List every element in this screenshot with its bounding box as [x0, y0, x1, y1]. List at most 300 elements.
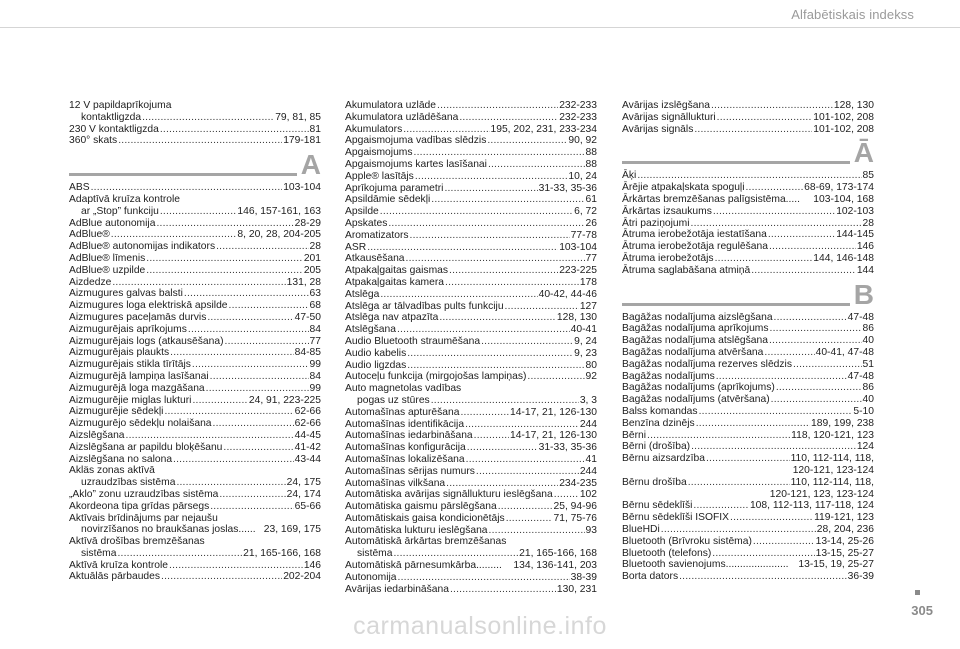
index-entry-pages: 47-48 [847, 311, 874, 323]
index-entry-pages: 68 [309, 300, 321, 312]
index-entry-term: ar „Stop” funkciju [81, 205, 159, 217]
index-entry [622, 441, 874, 453]
index-entry-pages: 14-17, 21, 126-130 [509, 430, 597, 442]
leader-dots [699, 406, 853, 418]
leader-dots [505, 301, 579, 313]
index-entry [69, 241, 321, 253]
leader-dots [554, 489, 579, 501]
index-entry [622, 218, 874, 230]
leader-dots [213, 418, 294, 430]
index-entry-pages: 102-103 [836, 205, 874, 217]
index-entry-pages: 79, 81, 85 [275, 111, 321, 123]
index-entry-pages: 5-10 [853, 405, 874, 417]
index-entry-pages: 178 [579, 276, 597, 288]
index-entry [345, 289, 597, 301]
leader-dots [445, 277, 579, 289]
leader-dots [716, 371, 847, 383]
index-entry-pages: 43-44 [294, 453, 321, 465]
index-entry-term: Aizmugures galvas balsti [69, 288, 183, 300]
leader-dots [414, 147, 585, 159]
index-entry-term: Bluetooth savienojums...................... [622, 559, 789, 571]
index-entry [69, 442, 321, 454]
index-entry [69, 135, 321, 147]
leader-dots [229, 300, 309, 312]
index-entry-term: Bagāžas nodalījuma rezerves slēdzis [622, 358, 792, 370]
leader-dots [223, 442, 293, 454]
index-entry-term: Aizmugurējais plaukts [69, 347, 170, 359]
leader-dots [527, 371, 584, 383]
index-entry-pages: 40 [862, 335, 874, 347]
index-entry [622, 359, 874, 371]
index-entry-term: Automātiskā ārkārtas bremzēšanas [345, 536, 507, 548]
index-entry [345, 395, 597, 407]
leader-dots [126, 430, 294, 442]
index-entry [345, 112, 597, 124]
index-entry-pages: 86 [862, 323, 874, 335]
index-entry-term: Atslēga ar tālvadības pults funkciju [345, 300, 504, 312]
leader-dots [398, 572, 570, 584]
index-entry [622, 253, 874, 265]
leader-dots [694, 124, 812, 136]
index-entry-pages: 146 [856, 241, 874, 253]
index-entry-pages: 13-14, 25-26 [815, 535, 874, 547]
index-entry-pages: 92 [585, 371, 597, 383]
index-entry-term: Avārijas signāls [622, 123, 694, 135]
index-entry [622, 418, 874, 430]
index-entry-term: Balss komandas [622, 405, 698, 417]
index-entry-term: Apsildāmie sēdekļi [345, 194, 431, 206]
index-entry-pages: 47-50 [294, 311, 321, 323]
header-title: Alfabētiskais indekss [791, 7, 914, 22]
index-entry-term: Apgaismojuma vadības slēdzis [345, 135, 487, 147]
leader-dots [746, 182, 804, 194]
leader-dots [769, 335, 862, 347]
index-entry [69, 465, 321, 477]
index-entry-pages: 108, 112-113, 117-118, 124 [749, 500, 874, 512]
index-entry-term: Automātiska gaismu pārslēgšana [345, 501, 497, 513]
index-entry-term: pogas uz stūres [357, 394, 430, 406]
index-entry [345, 584, 597, 596]
index-entry [622, 312, 874, 324]
index-entry-term: AdBlue® [69, 229, 110, 241]
index-entry-pages: 103-104 [283, 182, 321, 194]
leader-dots [679, 571, 847, 583]
index-entry-term: Aprīkojuma parametri [345, 182, 444, 194]
index-entry [69, 571, 321, 583]
index-entry-pages: 205 [303, 264, 321, 276]
index-entry-pages: 124 [856, 441, 874, 453]
leader-dots [446, 478, 558, 490]
leader-dots [161, 571, 282, 583]
leader-dots [184, 288, 309, 300]
leader-dots [467, 442, 538, 454]
leader-dots [156, 218, 293, 230]
index-entry [622, 100, 874, 112]
index-entry [345, 265, 597, 277]
index-entry-pages: 28 [309, 241, 321, 253]
index-entry-pages: 31-33, 35-36 [538, 182, 597, 194]
leader-dots [225, 336, 309, 348]
index-entry-pages: 28-29 [294, 217, 321, 229]
leader-dots [146, 265, 303, 277]
index-entry [345, 419, 597, 431]
index-entry-term: Avārijas iedarbināšana [345, 583, 449, 595]
index-entry-pages: 134, 136-141, 203 [513, 560, 597, 572]
index-entry-pages: 77 [309, 335, 321, 347]
leader-dots [431, 395, 579, 407]
leader-dots [661, 524, 816, 536]
index-entry-pages: 80 [585, 359, 597, 371]
index-entry-pages: 24, 91, 223-225 [248, 394, 321, 406]
index-entry-term: uzraudzības sistēma [81, 477, 176, 489]
index-entry-term: Atslēgšana [345, 324, 396, 336]
index-entry [622, 206, 874, 218]
index-entry [345, 442, 597, 454]
leader-dots [142, 112, 274, 124]
index-entry-pages: 3, 3 [579, 394, 597, 406]
index-entry [345, 218, 597, 230]
leader-dots [164, 406, 293, 418]
index-entry [345, 454, 597, 466]
leader-dots [460, 407, 508, 419]
index-entry [622, 241, 874, 253]
index-entry-continuation: 120-121, 123-124 [792, 464, 874, 476]
index-entry-term: Automašīnas apturēšana [345, 406, 460, 418]
index-entry-pages: 189, 199, 238 [811, 417, 874, 429]
index-entry-term: Akumulatora uzlāde [345, 100, 437, 111]
index-entry-pages: 31-33, 35-36 [538, 442, 597, 454]
index-entry-pages: 10, 24 [568, 170, 597, 182]
index-entry-pages: 93 [585, 524, 597, 536]
index-entry [69, 454, 321, 466]
leader-dots [717, 112, 813, 124]
index-entry-term: BlueHDi [622, 523, 660, 535]
index-entry [69, 336, 321, 348]
index-entry-term: Bluetooth (telefons) [622, 547, 712, 559]
index-entry-term: sistēma [81, 547, 117, 559]
index-entry [69, 560, 321, 572]
index-entry [345, 407, 597, 419]
index-entry-pages: 14-17, 21, 126-130 [509, 406, 597, 418]
index-entry [69, 265, 321, 277]
index-entry-pages: 86 [862, 382, 874, 394]
index-entry [345, 312, 597, 324]
index-entry-pages: 77-78 [570, 229, 597, 241]
index-entry [345, 171, 597, 183]
index-entry-term: Auto magnetolas vadības [345, 383, 462, 395]
index-entry-pages: 202-204 [283, 571, 321, 583]
leader-dots [498, 501, 553, 513]
index-entry-pages: 13-15, 25-27 [815, 547, 874, 559]
index-entry-pages: 9, 23 [574, 347, 597, 359]
index-entry [345, 135, 597, 147]
index-entry [69, 124, 321, 136]
leader-dots [771, 394, 862, 406]
index-entry-term: Automātiskā pārnesumkārba......... [345, 560, 502, 572]
index-entry [622, 347, 874, 359]
index-entry [69, 548, 321, 560]
index-entry-pages: 62-66 [294, 418, 321, 430]
index-entry-pages: 101-102, 208 [813, 123, 874, 135]
index-entry-term: Aizmugures loga elektriskā apsilde [69, 300, 228, 312]
leader-dots [647, 430, 790, 442]
leader-dots [406, 253, 585, 265]
index-entry [622, 124, 874, 136]
index-entry-term: Benzīna dzinējs [622, 417, 695, 429]
index-entry-pages: 99 [309, 359, 321, 371]
index-entry-pages: 110, 112-114, 118, [790, 453, 874, 465]
leader-dots [112, 277, 285, 289]
index-entry [345, 430, 597, 442]
section-rule [69, 173, 297, 176]
index-entry [345, 159, 597, 171]
index-column-2 [345, 100, 597, 595]
index-entry-pages: 65-66 [294, 500, 321, 512]
index-entry-term: Audio ligzdas [345, 359, 407, 371]
index-entry [622, 229, 874, 241]
index-entry [69, 395, 321, 407]
index-entry-pages: 21, 165-166, 168 [243, 547, 321, 559]
index-entry-pages: 44-45 [294, 429, 321, 441]
section-letter: A [300, 149, 321, 181]
index-entry-pages: 40-42, 44-46 [538, 288, 597, 300]
leader-dots [768, 229, 835, 241]
index-entry-pages: 40 [862, 394, 874, 406]
leader-dots [444, 183, 537, 195]
index-entry-pages: 128, 130 [833, 100, 874, 111]
index-entry [69, 406, 321, 418]
index-entry [622, 182, 874, 194]
index-entry-term: Atpakaļgaitas gaismas [345, 265, 449, 277]
index-entry-term: Apple® lasītājs [345, 170, 414, 182]
index-entry [345, 383, 597, 395]
index-entry-term: Automātiska avārijas signāllukturu ieslēgšana [345, 489, 553, 501]
index-entry-pages: 21, 165-166, 168 [519, 548, 597, 560]
index-entry [622, 265, 874, 277]
leader-dots [173, 454, 294, 466]
index-entry-term: Automašīnas lokalizēšana [345, 453, 465, 465]
index-entry-term: Ātri paziņojumi [622, 217, 690, 229]
leader-dots [713, 206, 835, 218]
leader-dots [160, 206, 237, 218]
index-entry-term: Apgaismojums kartes lasīšanai [345, 158, 487, 170]
index-entry-term: Atkausēšana [345, 253, 405, 265]
index-entry-term: Akumulatora uzlādēšana [345, 111, 459, 123]
leader-dots [459, 112, 558, 124]
index-entry-continuation: 120-121, 123, 123-124 [769, 488, 874, 500]
index-entry-term: Bagāžas nodalījuma aprīkojums [622, 323, 769, 335]
index-entry [622, 500, 874, 512]
index-entry-pages: 146, 157-161, 163 [237, 205, 321, 217]
index-entry [345, 336, 597, 348]
leader-dots [476, 466, 579, 478]
index-entry [69, 253, 321, 265]
index-entry-pages: 28 [862, 217, 874, 229]
index-entry-term: Aizmugures paceļamās durvis [69, 311, 207, 323]
leader-dots [466, 454, 585, 466]
index-entry [345, 230, 597, 242]
index-entry [69, 194, 321, 206]
index-entry-term: Aizslēgšana ar papildu bloķēšanu [69, 441, 223, 453]
index-entry-pages: 24, 174 [286, 488, 321, 500]
index-entry [69, 100, 321, 112]
index-entry [69, 524, 321, 536]
leader-dots [489, 525, 585, 537]
index-entry-pages: 201 [303, 252, 321, 264]
index-entry [622, 112, 874, 124]
leader-dots [367, 242, 558, 254]
leader-dots [450, 584, 556, 596]
index-entry-term: Bagāžas nodalījums (atvēršana) [622, 394, 770, 406]
leader-dots [210, 371, 309, 383]
index-entry-term: Audio Bluetooth straumēšana [345, 335, 481, 347]
index-column-1 [69, 100, 321, 583]
index-entry-term: Aizmugurējā lampiņa lasīšanai [69, 370, 209, 382]
index-entry-term: Ātruma ierobežotāja regulēšana [622, 241, 768, 253]
leader-dots [397, 324, 570, 336]
index-entry [69, 430, 321, 442]
leader-dots [380, 206, 573, 218]
index-entry [622, 559, 874, 571]
index-entry-term: Bagāžas nodalījums (aprīkojums) [622, 382, 775, 394]
leader-dots [393, 548, 518, 560]
index-entry [345, 478, 597, 490]
index-entry-term: Aromatizators [345, 229, 409, 241]
index-entry-term: Bagāžas nodalījuma aizslēgšana [622, 311, 773, 323]
index-entry-pages: 127 [579, 300, 597, 312]
index-entry [622, 371, 874, 383]
index-entry [622, 170, 874, 182]
index-entry-term: Bluetooth (Brīvroku sistēma) [622, 535, 752, 547]
leader-dots [118, 135, 282, 147]
index-entry [622, 536, 874, 548]
index-entry [69, 418, 321, 430]
index-entry-pages: 85 [862, 170, 874, 182]
index-entry-pages: 88 [585, 158, 597, 170]
leader-dots [169, 560, 303, 572]
index-entry-term: Aizmugurējais stikla tīrītājs [69, 359, 191, 371]
index-entry-term: Automašīnas konfigurācija [345, 442, 466, 454]
leader-dots [431, 194, 584, 206]
index-entry-term: Borta dators [622, 571, 679, 583]
index-entry [69, 536, 321, 548]
index-entry-term: Aktīvā drošības bremzēšanas [69, 536, 205, 548]
leader-dots [776, 382, 862, 394]
index-entry [622, 477, 874, 489]
leader-dots [730, 512, 813, 524]
index-entry-pages: 47-48 [847, 370, 874, 382]
index-entry [69, 218, 321, 230]
index-entry [69, 312, 321, 324]
index-entry-term: Aizmugurējie miglas lukturi [69, 394, 192, 406]
leader-dots [192, 359, 309, 371]
index-entry-pages: 195, 202, 231, 233-234 [490, 123, 597, 135]
leader-dots [465, 419, 579, 431]
leader-dots [91, 182, 283, 194]
leader-dots [449, 265, 558, 277]
leader-dots [481, 336, 573, 348]
leader-dots [753, 536, 815, 548]
leader-dots [160, 124, 309, 136]
index-entry [622, 524, 874, 536]
index-entry-pages: 101-102, 208 [813, 111, 874, 123]
index-entry-term: ASR [345, 241, 367, 253]
index-entry [69, 229, 321, 241]
index-entry-term: Aizslēgšana no salona [69, 453, 173, 465]
index-entry-pages: 102 [579, 489, 597, 501]
index-entry [622, 335, 874, 347]
leader-dots [415, 171, 568, 183]
index-entry-pages: 28, 204, 236 [816, 523, 874, 535]
index-entry-term: Bērnu aizsardzība [622, 453, 705, 465]
index-entry [69, 300, 321, 312]
leader-dots [403, 124, 489, 136]
index-entry-term: Atpakaļgaitas kamera [345, 276, 445, 288]
index-entry-pages: 118, 120-121, 123 [791, 429, 874, 441]
index-entry [345, 242, 597, 254]
leader-dots [192, 395, 247, 407]
index-entry [622, 394, 874, 406]
index-entry-term: AdBlue autonomija [69, 217, 156, 229]
index-entry [345, 206, 597, 218]
index-entry-term: Aizmugurējie sēdekļi [69, 406, 164, 418]
index-entry [622, 571, 874, 583]
index-entry-pages: 41-42 [294, 441, 321, 453]
index-entry-pages: 128, 130 [556, 312, 597, 324]
index-entry [345, 348, 597, 360]
index-entry-pages: 130, 231 [556, 583, 597, 595]
leader-dots [188, 324, 309, 336]
index-entry-pages: 144-145 [836, 229, 874, 241]
index-entry-term: Akordeona tipa grīdas pārsegs [69, 500, 210, 512]
index-entry-pages: 36-39 [847, 571, 874, 583]
index-entry-pages: 88 [585, 147, 597, 159]
index-entry [69, 371, 321, 383]
leader-dots [146, 253, 303, 265]
leader-dots [206, 383, 309, 395]
index-entry-term: novirzīšanos no braukšanas joslas...... [81, 524, 256, 536]
index-entry [69, 489, 321, 501]
header-divider [0, 27, 960, 28]
leader-dots [407, 360, 584, 372]
index-entry [345, 194, 597, 206]
index-entry-term: Apskates [345, 217, 388, 229]
index-entry-term: Adaptīvā kruīza kontrole [69, 193, 181, 205]
index-entry-pages: 9, 24 [574, 335, 597, 347]
leader-dots [764, 347, 814, 359]
index-entry [345, 183, 597, 195]
index-entry-pages: 6, 72 [574, 206, 597, 218]
index-entry-term: Akumulators [345, 123, 403, 135]
index-entry-pages: 13-15, 19, 25-27 [798, 559, 874, 571]
index-entry [345, 525, 597, 537]
index-entry [345, 560, 597, 572]
index-entry-pages: 234-235 [559, 477, 597, 489]
leader-dots [715, 253, 813, 265]
leader-dots [380, 289, 537, 301]
index-entry-pages: 232-233 [559, 100, 597, 111]
index-entry-term: Bērni [622, 429, 647, 441]
index-entry [622, 548, 874, 560]
index-entry [69, 182, 321, 194]
index-entry-term: Audio kabelis [345, 347, 407, 359]
index-entry-pages: 103-104, 168 [813, 193, 874, 205]
index-entry-pages: 84 [309, 370, 321, 382]
index-entry-pages: 244 [579, 465, 597, 477]
index-entry-pages: 63 [309, 288, 321, 300]
index-entry-term: Aizmugurējo sēdekļu nolaišana [69, 418, 212, 430]
index-entry [69, 501, 321, 513]
